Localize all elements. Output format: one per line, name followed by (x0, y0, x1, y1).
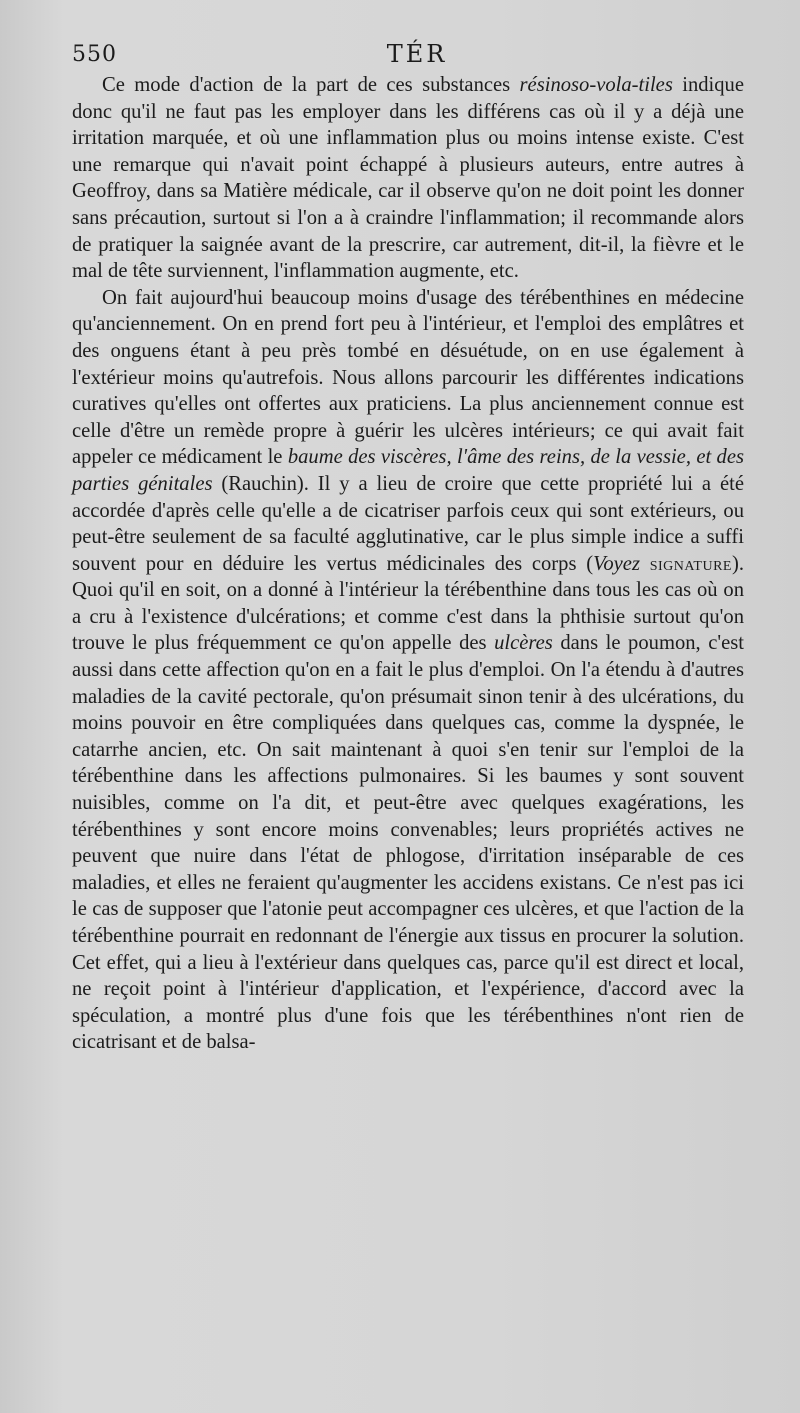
italic-text: résinoso-vola-tiles (519, 74, 673, 96)
text-run: dans le poumon, c'est aussi dans cette affection qu'on en a fait le plus d'emploi. On l'a étendu à d'autres maladies de la cavité pectorale, qu'on présumait sinon tenir à des ulcérations, du moins pouvoir en être compliquées dans quelques cas, comme la dyspnée, le catarrhe ancien, etc. On sait maintenant à quoi s'en tenir sur l'emploi de la térébenthine dans les affections pulmonaires. Si les baumes y sont souvent nuisibles, comme on l'a dit, et peut-être avec quelques exagérations, les térébenthines y sont encore moins convenables; leurs propriétés actives ne peuvent que nuire dans l'état de phlogose, d'irritation inséparable de ces maladies, et elles ne feraient qu'augmenter les accidens existans. Ce n'est pas ici le cas de supposer que l'atonie peut accompagner ces ulcères, et que l'action de la térébenthine pourrait en redonnant de l'énergie aux tissus en procurer la solution. Cet effet, qui a lieu à l'extérieur dans quelques cas, parce qu'il est direct et local, ne reçoit point à l'intérieur d'application, et l'expérience, d'accord avec la spéculation, a montré plus d'une fois que les térébenthines n'ont rien de cicatrisant et de balsa- (72, 632, 744, 1054)
text-run: Ce mode d'action de la part de ces substances (102, 74, 520, 96)
page-number: 550 (72, 42, 117, 67)
running-head: TÉR (386, 40, 448, 68)
text-run: (Rauchin). Il y a lieu de croire que cette propriété lui a été accordée d'après celle qu'elle a de cicatriser parfois ceux qui sont extérieurs, ou peut-être seulement de sa faculté agglutinative, car le plus simple indice a suffi souvent pour en déduire les vertus médicinales des corps ( (72, 472, 744, 575)
italic-text: baume des viscères, l'âme des reins, de la vessie, et des parties génitales (72, 446, 744, 495)
text-run: ). Quoi qu'il en soit, on a donné à l'intérieur la térébenthine dans tous les cas où on a cru à l'existence d'ulcérations; et comme c'est dans la phthisie surtout qu'on trouve le plus fréquemment ce qu'on appelle des (72, 552, 744, 655)
text-run: On fait aujourd'hui beaucoup moins d'usage des térébenthines en médecine qu'anciennement. On en prend fort peu à l'intérieur, et l'emploi des emplâtres et des onguens étant à peu près tombé en désuétude, on en use également à l'extérieur moins qu'autrefois. Nous allons parcourir les différentes indications curatives qu'elles ont offertes aux praticiens. La plus anciennement connue est celle d'être un remède propre à guérir les ulcères intérieurs; ce qui avait fait appeler ce médicament le (72, 286, 744, 469)
text-run: indique donc qu'il ne faut pas les employer dans les différens cas où il y a déjà une irritation marquée, et où une inflammation plus ou moins intense existe. C'est une remarque qui n'avait point échappé à plusieurs auteurs, entre autres à Geoffroy, dans sa Matière médicale, car il observe qu'on ne doit point les donner sans précaution, surtout si l'on a à craindre l'inflammation; il recommande alors de pratiquer la saignée avant de la prescrire, car autrement, dit-il, la fièvre et le mal de tête surviennent, l'inflammation augmente, etc. (72, 74, 744, 283)
italic-text: Voyez (593, 552, 640, 575)
italic-text: ulcères (494, 632, 553, 655)
body-text (72, 72, 744, 1056)
paragraph (72, 285, 744, 1056)
paragraph (72, 72, 744, 285)
small-caps-text: signature (649, 552, 732, 575)
text-run (640, 553, 650, 575)
